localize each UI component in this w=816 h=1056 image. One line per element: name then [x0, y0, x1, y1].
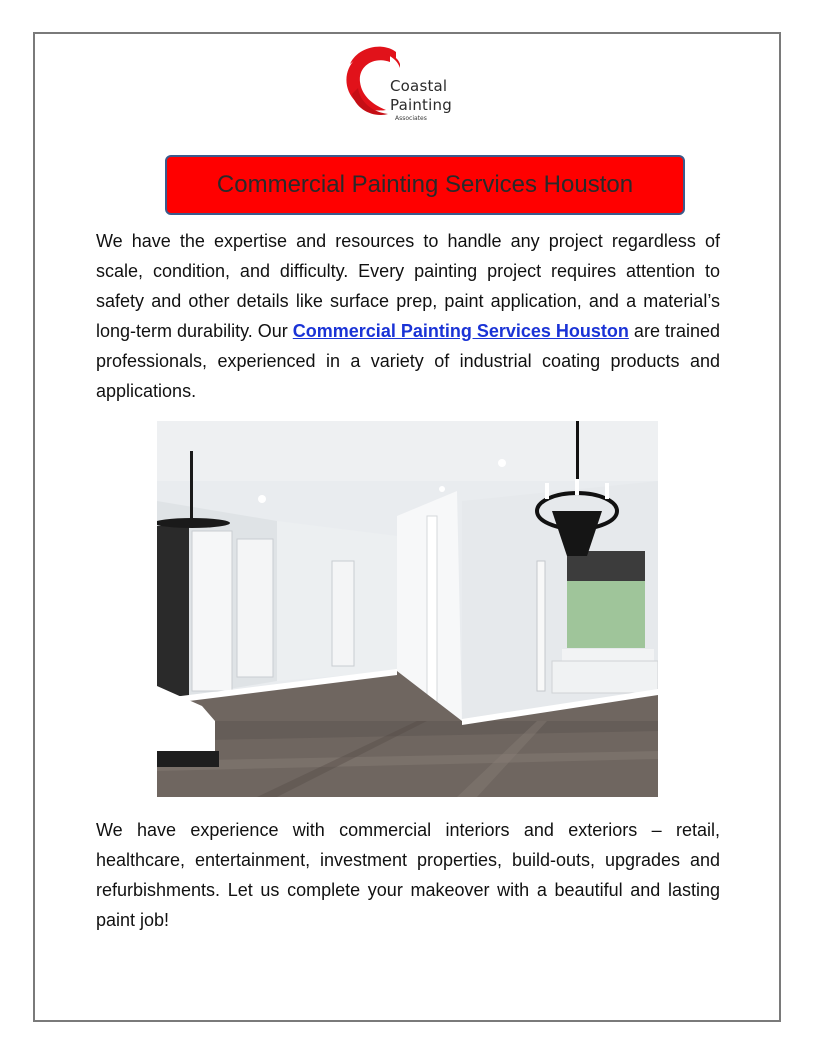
- title-banner: [165, 155, 685, 215]
- page-title: Commercial Painting Services Houston: [216, 171, 634, 198]
- logo-text-associates: Associates: [395, 115, 427, 122]
- intro-text-before-link: We have the expertise and resources to handle any project regardless of scale, condition, and difficulty. Every painting project requires attention to safety and other details like surface prep, paint application, and a material’s long-term durability. Our: [96, 231, 720, 341]
- logo-text-painting: Painting: [390, 96, 452, 114]
- services-link[interactable]: Commercial Painting Services Houston: [292, 321, 629, 341]
- experience-paragraph: We have experience with commercial interiors and exteriors – retail, healthcare, entertainment, investment properties, build-outs, upgrades and refurbishments. Let us complete your makeover with a beautiful and lasting paint job!: [96, 820, 720, 930]
- intro-paragraph: [96, 226, 720, 406]
- interior-room-photo: [157, 421, 658, 797]
- logo-text-coastal: Coastal: [390, 77, 448, 95]
- company-logo: [338, 44, 478, 126]
- intro-text-after-link: are trained professionals, experienced in a variety of industrial coating products and applications.: [96, 321, 721, 401]
